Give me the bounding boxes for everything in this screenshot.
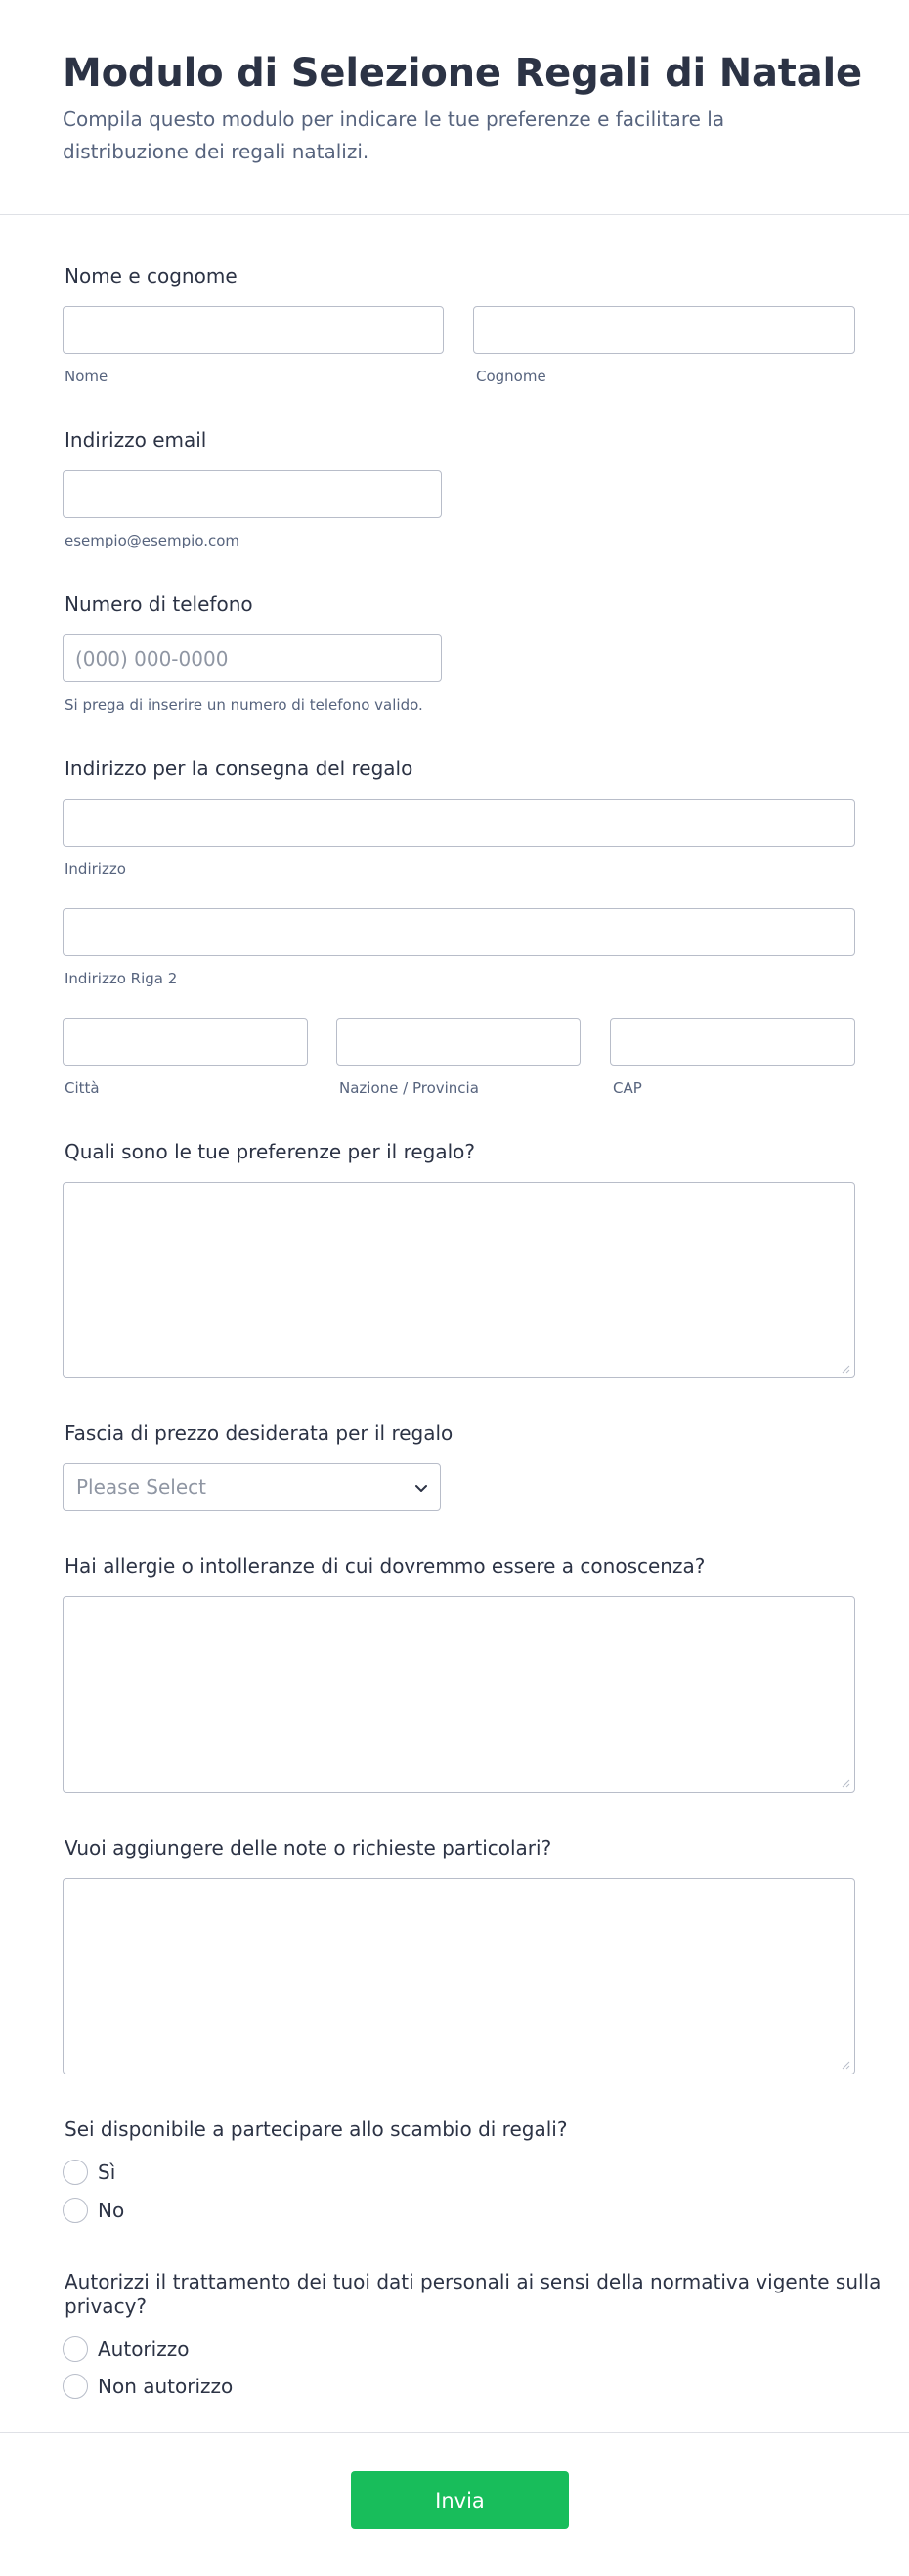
page-title: Modulo di Selezione Regali di Natale xyxy=(63,51,862,96)
preferences-textarea[interactable] xyxy=(63,1182,855,1378)
phone-sublabel: Si prega di inserire un numero di telefono valido. xyxy=(65,696,423,714)
privacy-option-accept[interactable] xyxy=(63,2336,189,2363)
resize-grip-icon xyxy=(842,1779,850,1788)
email-label: Indirizzo email xyxy=(65,428,207,452)
address-line2-input[interactable] xyxy=(63,908,855,956)
address-label: Indirizzo per la consegna del regalo xyxy=(65,757,413,780)
exchange-option-no[interactable] xyxy=(63,2197,124,2224)
state-sublabel: Nazione / Provincia xyxy=(339,1079,479,1097)
first-name-sublabel: Nome xyxy=(65,368,108,385)
radio-button[interactable] xyxy=(63,2336,88,2362)
last-name-sublabel: Cognome xyxy=(476,368,546,385)
preferences-label: Quali sono le tue preferenze per il regalo? xyxy=(65,1140,476,1163)
notes-textarea[interactable] xyxy=(63,1878,855,2074)
notes-label: Vuoi aggiungere delle note o richieste particolari? xyxy=(65,1836,552,1859)
address-line1-sublabel: Indirizzo xyxy=(65,860,126,878)
radio-button[interactable] xyxy=(63,2374,88,2399)
exchange-option-yes[interactable] xyxy=(63,2159,115,2186)
zip-input[interactable] xyxy=(610,1018,855,1066)
privacy-option-decline[interactable] xyxy=(63,2373,233,2400)
last-name-input[interactable] xyxy=(473,306,855,354)
phone-input[interactable] xyxy=(63,634,442,682)
email-sublabel: esempio@esempio.com xyxy=(65,532,240,549)
submit-button[interactable]: Invia xyxy=(351,2471,569,2529)
radio-button[interactable] xyxy=(63,2198,88,2223)
exchange-label: Sei disponibile a partecipare allo scambio di regali? xyxy=(65,2118,568,2141)
address-line1-input[interactable] xyxy=(63,799,855,847)
price-label: Fascia di prezzo desiderata per il regalo xyxy=(65,1421,454,1445)
allergies-textarea[interactable] xyxy=(63,1596,855,1793)
radio-button[interactable] xyxy=(63,2160,88,2185)
zip-sublabel: CAP xyxy=(613,1079,642,1097)
first-name-input[interactable] xyxy=(63,306,444,354)
form-header xyxy=(0,0,909,215)
radio-label: No xyxy=(98,2199,125,2222)
radio-label: Sì xyxy=(98,2161,116,2184)
city-sublabel: Città xyxy=(65,1079,100,1097)
phone-label: Numero di telefono xyxy=(65,592,253,616)
resize-grip-icon xyxy=(842,1365,850,1374)
resize-grip-icon xyxy=(842,2061,850,2070)
email-input[interactable] xyxy=(63,470,442,518)
state-input[interactable] xyxy=(336,1018,581,1066)
page-subtitle: Compila questo modulo per indicare le tue preferenze e facilitare la distribuzione dei regali natalizi. xyxy=(63,108,725,163)
name-label: Nome e cognome xyxy=(65,264,238,287)
radio-label: Autorizzo xyxy=(98,2337,190,2361)
allergies-label: Hai allergie o intolleranze di cui dovremmo essere a conoscenza? xyxy=(65,1554,706,1578)
price-select-value: Please Select xyxy=(76,1475,206,1499)
privacy-label-line1: Autorizzi il trattamento dei tuoi dati personali ai sensi della normativa vigente sulla xyxy=(65,2270,882,2293)
city-input[interactable] xyxy=(63,1018,308,1066)
price-select[interactable] xyxy=(63,1463,441,1511)
address-line2-sublabel: Indirizzo Riga 2 xyxy=(65,970,178,987)
chevron-down-icon xyxy=(414,1481,428,1495)
footer-divider xyxy=(0,2432,909,2433)
radio-label: Non autorizzo xyxy=(98,2375,234,2398)
privacy-label-line2: privacy? xyxy=(65,2294,148,2318)
